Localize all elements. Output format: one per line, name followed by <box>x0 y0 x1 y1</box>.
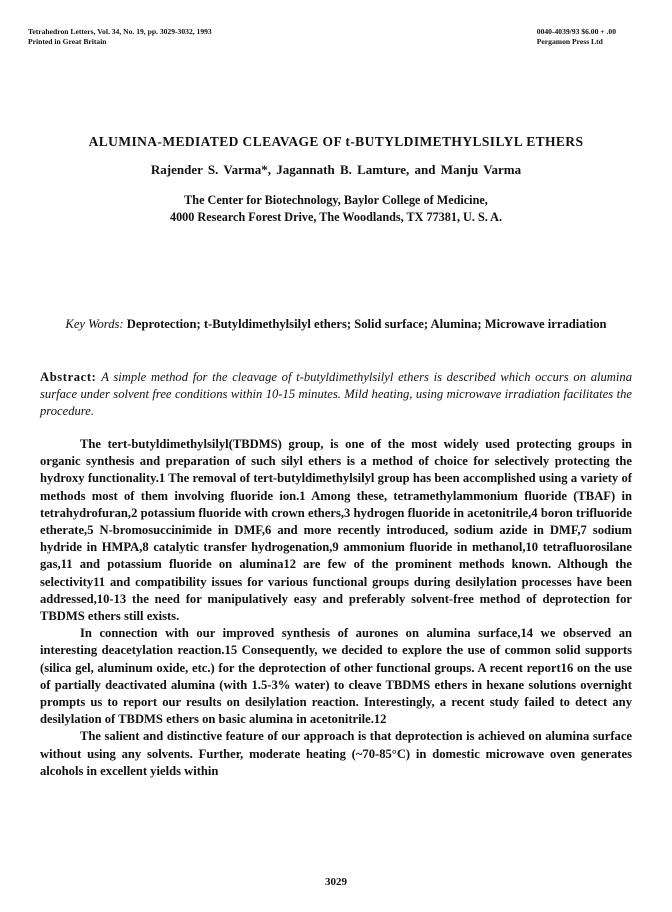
abstract-label: Abstract: <box>40 370 97 384</box>
paragraph: The tert-butyldimethylsilyl(TBDMS) group, is one of the most widely used protecting groups in organic synthesis and preparation of such silyl ethers is a method of choice for selectively protecting the hydroxy functionality.1 The removal of tert-butyldimethylsilyl group has been accomplished using a variety of methods most of them involving fluoride ion.1 Among these, tetramethylammonium fluoride (TBAF) in tetrahydrofuran,2 potassium fluoride with crown ethers,3 hydrogen fluoride in acetonitrile,4 boron trifluoride etherate,5 N-bromosuccinimide in DMF,6 and more recently introduced, sodium azide in DMF,7 sodium hydride in HMPA,8 catalytic transfer hydrogenation,9 ammonium fluoride in methanol,10 tetrafluorosilane gas,11 and potassium fluoride on alumina12 are few of the prominent methods known. Although the selectivity11 and compatibility issues for various functional groups during desilylation processes have been addressed,10-13 the need for manipulatively easy and preferably solvent-free method of deprotection for TBDMS ethers still exists. <box>40 437 632 624</box>
keywords <box>40 315 632 333</box>
keywords-label: Key Words: <box>65 317 124 331</box>
keywords-text: Deprotection; t-Butyldimethylsilyl ethers; Solid surface; Alumina; Microwave irradiation <box>126 317 607 331</box>
paragraph: The salient and distinctive feature of our approach is that deprotection is achieved on alumina surface without using any solvents. Further, moderate heating (~70-85°C) in domestic microwave oven generates alcohols in excellent yields within <box>40 729 632 778</box>
price-publisher <box>537 27 616 47</box>
address-line: 4000 Research Forest Drive, The Woodlands, TX 77381, U. S. A. <box>169 210 503 224</box>
publisher-line: Pergamon Press Ltd <box>536 37 603 46</box>
journal-citation <box>28 27 212 47</box>
issn-price-line: 0040-4039/93 $6.00 + .00 <box>536 27 616 36</box>
citation-line: Tetrahedron Letters, Vol. 34, No. 19, pp. 3029-3032, 1993 <box>28 27 212 36</box>
page-number: 3029 <box>325 876 347 888</box>
paragraph: In connection with our improved synthesis of aurones on alumina surface,14 we observed an interesting deacetylation reaction.15 Consequently, we decided to explore the use of common solid supports (silica gel, aluminum oxide, etc.) for the deprotection of other functional groups. A recent report16 on the use of partially deactivated alumina (with 1.5-3% water) to cleave TBDMS ethers in hexane solutions overnight prompts us to report our results on desilylation reaction. Interestingly, a recent study failed to detect any desilylation of TBDMS ethers on basic alumina in acetonitrile.12 <box>40 626 632 727</box>
affiliation <box>0 192 672 226</box>
abstract-text: A simple method for the cleavage of t-butyldimethylsilyl ethers is described which occurs on alumina surface under solvent free conditions within 10-15 minutes. Mild heating, using microwave irradiation facilitates the procedure. <box>40 370 632 418</box>
abstract <box>40 369 632 420</box>
body-text <box>40 436 632 780</box>
author-list: Rajender S. Varma*, Jagannath B. Lamture, and Manju Varma <box>150 162 522 177</box>
affiliation-line: The Center for Biotechnology, Baylor College of Medicine, <box>184 193 488 207</box>
printed-in-line: Printed in Great Britain <box>28 37 107 46</box>
article-title: ALUMINA-MEDIATED CLEAVAGE OF t-BUTYLDIMETHYLSILYL ETHERS <box>88 134 584 149</box>
